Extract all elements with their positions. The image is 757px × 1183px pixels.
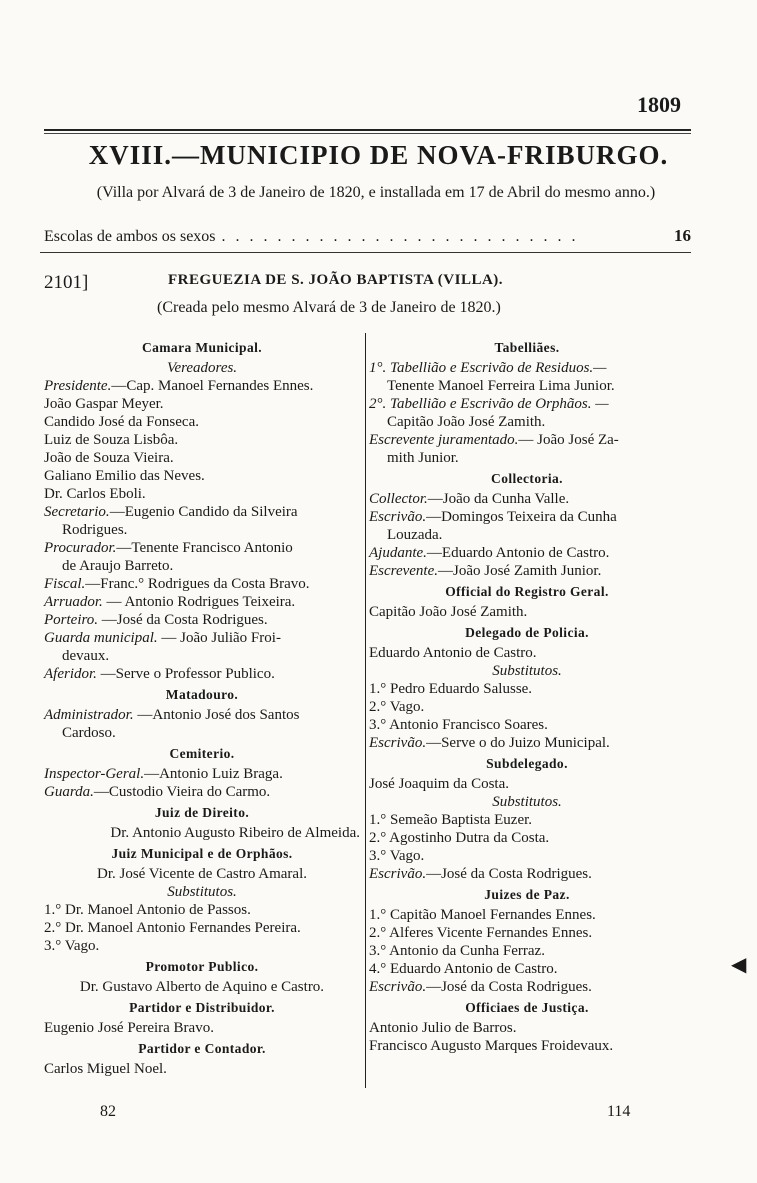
role-label: Escrevente. xyxy=(369,563,438,579)
entry-juiz-paz: 2.° Alferes Vicente Fernandes Ennes. xyxy=(369,925,593,941)
role-label: Administrador. xyxy=(44,707,134,723)
right-column xyxy=(369,336,685,1055)
role-label: Arruador. xyxy=(44,594,103,610)
role-label: Ajudante. xyxy=(369,545,427,561)
role-label: Aferidor. xyxy=(44,666,97,682)
entry-partidor-distribuidor: Eugenio José Pereira Bravo. xyxy=(44,1020,214,1036)
entry-substituto: 2.° Vago. xyxy=(369,699,425,715)
entry-juiz-municipal: Dr. José Vicente de Castro Amaral. xyxy=(96,866,308,882)
column-divider xyxy=(365,333,366,1088)
entry-inspector xyxy=(44,765,360,783)
entry-text: —José da Costa Rodrigues. xyxy=(98,612,268,628)
entry-secretario xyxy=(44,503,360,521)
schools-count: 16 xyxy=(674,226,691,245)
entry-ajudante xyxy=(369,544,685,562)
entry-text: —Antonio Luiz Braga. xyxy=(144,766,283,782)
entry-official: Antonio Julio de Barros. xyxy=(369,1020,517,1036)
heading-officiaes: Officiaes de Justiça. xyxy=(465,1000,589,1015)
entry-juiz-paz: 3.° Antonio da Cunha Ferraz. xyxy=(369,943,545,959)
entry-escrivao-paz xyxy=(369,978,685,996)
entry-arruador xyxy=(44,593,360,611)
entry-escrivao xyxy=(369,508,685,526)
footer-left-number: 82 xyxy=(100,1103,116,1120)
entry-vereador: Luiz de Souza Lisbôa. xyxy=(44,432,179,448)
entry-procurador xyxy=(44,539,360,557)
entry-vereador: João de Souza Vieira. xyxy=(44,450,174,466)
role-label: Escrevente juramentado. xyxy=(369,432,519,448)
entry-substituto: 3.° Antonio Francisco Soares. xyxy=(369,717,548,733)
heading-juiz-municipal: Juiz Municipal e de Orphãos. xyxy=(111,846,293,861)
schools-leader-dots: . . . . . . . . . . . . . . . . . . . . . . . . . . xyxy=(221,228,579,245)
entry-text: —Tenente Francisco Antonio xyxy=(116,540,293,556)
entry-vereador: João Gaspar Meyer. xyxy=(44,396,164,412)
left-column xyxy=(44,336,360,1078)
parish-title: FREGUEZIA DE S. JOÃO BAPTISTA (VILLA). xyxy=(168,272,504,288)
role-label: Guarda. xyxy=(44,784,94,800)
entry-continuation: de Araujo Barreto. xyxy=(62,558,174,574)
entry-continuation: Cardoso. xyxy=(62,725,116,741)
entry-vereador: Candido José da Fonseca. xyxy=(44,414,199,430)
entry-text: —José da Costa Rodrigues. xyxy=(426,866,592,882)
section-title: XVIII.—MUNICIPIO DE NOVA-FRIBURGO. xyxy=(88,140,669,170)
entry-text: —Antonio José dos Santos xyxy=(133,707,300,723)
parish-code: 2101] xyxy=(44,272,89,293)
section-subtitle: (Villa por Alvará de 3 de Janeiro de 1820, e installada em 17 de Abril do mesmo anno.) xyxy=(96,184,656,201)
entry-text: —João José Zamith Junior. xyxy=(438,563,602,579)
role-label: Guarda municipal. xyxy=(44,630,158,646)
entry-juiz-paz: 1.° Capitão Manoel Fernandes Ennes. xyxy=(369,907,596,923)
entry-continuation: Louzada. xyxy=(387,527,443,543)
entry-escrivao-subdelegacia xyxy=(369,865,685,883)
entry-collector xyxy=(369,490,685,508)
heading-promotor: Promotor Publico. xyxy=(145,959,259,974)
schools-line xyxy=(44,226,691,246)
entry-text: —Serve o do Juizo Municipal. xyxy=(426,735,610,751)
entry-text: —Serve o Professor Publico. xyxy=(96,666,275,682)
entry-text: — João José Za- xyxy=(518,432,619,448)
entry-substituto: 3.° Vago. xyxy=(369,848,425,864)
role-label: Escrivão. xyxy=(369,866,427,882)
entry-continuation: mith Junior. xyxy=(387,450,459,466)
heading-collectoria: Collectoria. xyxy=(491,471,563,486)
heading-substitutos: Substitutos. xyxy=(492,663,562,679)
entry-substituto: 1.° Dr. Manoel Antonio de Passos. xyxy=(44,902,251,918)
role-label: Escrivão. xyxy=(369,979,427,995)
entry-substituto: 2.° Agostinho Dutra da Costa. xyxy=(369,830,550,846)
heading-substitutos: Substitutos. xyxy=(492,794,562,810)
margin-arrow-icon: ◀ xyxy=(731,954,747,976)
entry-tabelliao-name: Capitão João José Zamith. xyxy=(387,414,546,430)
entry-escrevente xyxy=(369,431,685,449)
entry-text: —José da Costa Rodrigues. xyxy=(426,979,592,995)
heading-partidor-contador: Partidor e Contador. xyxy=(138,1041,266,1056)
top-rule xyxy=(44,129,691,131)
entry-vereador: Galiano Emilio das Neves. xyxy=(44,468,205,484)
heading-partidor-distribuidor: Partidor e Distribuidor. xyxy=(129,1000,275,1015)
heading-camara: Camara Municipal. xyxy=(141,340,263,355)
page-number: 1809 xyxy=(637,92,681,117)
heading-delegado: Delegado de Policia. xyxy=(465,625,589,640)
entry-text: —Domingos Teixeira da Cunha xyxy=(426,509,617,525)
entry-partidor-contador: Carlos Miguel Noel. xyxy=(44,1061,167,1077)
role-label: Escrivão. xyxy=(369,735,427,751)
entry-text: —Eugenio Candido da Silveira xyxy=(109,504,298,520)
role-label: Secretario. xyxy=(44,504,110,520)
entry-substituto: 1.° Semeão Baptista Euzer. xyxy=(369,812,533,828)
heading-juiz-direito: Juiz de Direito. xyxy=(154,805,250,820)
entry-delegado: Eduardo Antonio de Castro. xyxy=(369,645,537,661)
entry-registro: Capitão João José Zamith. xyxy=(369,604,528,620)
entry-porteiro xyxy=(44,611,360,629)
footer-right-number: 114 xyxy=(607,1103,631,1120)
heading-tabelliaes: Tabelliães. xyxy=(494,340,560,355)
entry-substituto: 2.° Dr. Manoel Antonio Fernandes Pereira. xyxy=(44,920,301,936)
entry-text: — João Julião Froi- xyxy=(157,630,281,646)
entry-text: —João da Cunha Valle. xyxy=(427,491,570,507)
role-label: Procurador. xyxy=(44,540,117,556)
entry-tabelliao-role: 1°. Tabellião e Escrivão de Residuos.— xyxy=(369,360,607,376)
heading-substitutos: Substitutos. xyxy=(167,884,237,900)
heading-juizes-paz: Juizes de Paz. xyxy=(484,887,570,902)
entry-juiz-direito: Dr. Antonio Augusto Ribeiro de Almeida. xyxy=(110,825,360,841)
entry-tabelliao-role: 2°. Tabellião e Escrivão de Orphãos. — xyxy=(369,396,609,412)
entry-text: — Antonio Rodrigues Teixeira. xyxy=(102,594,296,610)
role-label: Fiscal. xyxy=(44,576,86,592)
entry-escrivao-delegacia xyxy=(369,734,685,752)
entry-guarda-cemiterio xyxy=(44,783,360,801)
heading-cemiterio: Cemiterio. xyxy=(169,746,235,761)
entry-administrador xyxy=(44,706,360,724)
entry-continuation: Rodrigues. xyxy=(62,522,128,538)
heading-vereadores: Vereadores. xyxy=(166,360,238,376)
entry-fiscal xyxy=(44,575,360,593)
parish-created: (Creada pelo mesmo Alvará de 3 de Janeiro de 1820.) xyxy=(157,299,501,316)
entry-substituto: 3.° Vago. xyxy=(44,938,100,954)
heading-registro: Official do Registro Geral. xyxy=(445,584,609,599)
entry-official: Francisco Augusto Marques Froidevaux. xyxy=(369,1038,614,1054)
entry-escrevente-collectoria xyxy=(369,562,685,580)
entry-substituto: 1.° Pedro Eduardo Salusse. xyxy=(369,681,533,697)
entry-text: —Eduardo Antonio de Castro. xyxy=(426,545,610,561)
entry-presidente xyxy=(44,377,360,395)
role-label: Presidente. xyxy=(44,378,112,394)
heading-subdelegado: Subdelegado. xyxy=(486,756,568,771)
schools-rule xyxy=(40,252,691,253)
entry-text: —Custodio Vieira do Carmo. xyxy=(93,784,271,800)
top-rule-thin xyxy=(44,133,691,134)
role-label: Escrivão. xyxy=(369,509,427,525)
heading-matadouro: Matadouro. xyxy=(165,687,239,702)
role-label: Porteiro. xyxy=(44,612,99,628)
entry-continuation: devaux. xyxy=(62,648,110,664)
entry-subdelegado: José Joaquim da Costa. xyxy=(369,776,509,792)
entry-text: —Franc.° Rodrigues da Costa Bravo. xyxy=(85,576,310,592)
entry-guarda xyxy=(44,629,360,647)
entry-tabelliao-name: Tenente Manoel Ferreira Lima Junior. xyxy=(387,378,615,394)
entry-vereador: Dr. Carlos Eboli. xyxy=(44,486,146,502)
role-label: Collector. xyxy=(369,491,428,507)
entry-aferidor xyxy=(44,665,360,683)
entry-text: —Cap. Manoel Fernandes Ennes. xyxy=(111,378,314,394)
entry-promotor: Dr. Gustavo Alberto de Aquino e Castro. xyxy=(79,979,325,995)
entry-juiz-paz: 4.° Eduardo Antonio de Castro. xyxy=(369,961,558,977)
schools-label: Escolas de ambos os sexos xyxy=(44,228,216,245)
role-label: Inspector-Geral. xyxy=(44,766,145,782)
